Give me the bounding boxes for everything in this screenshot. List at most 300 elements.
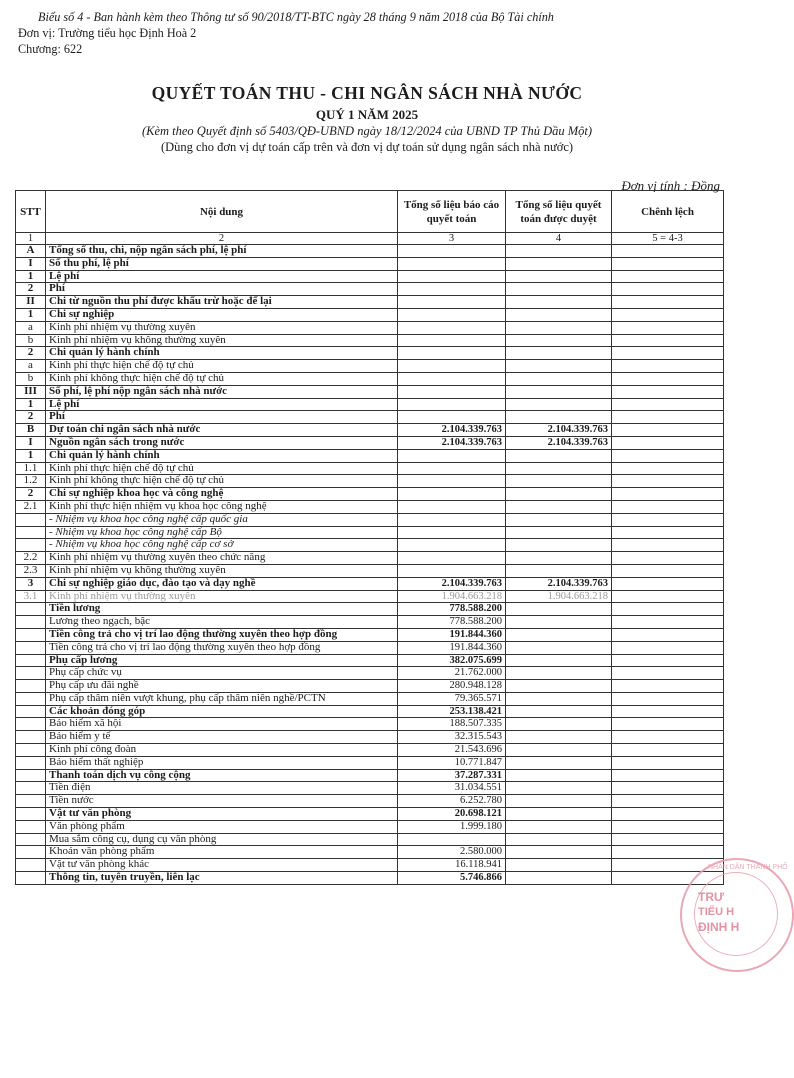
- row-approved-value: [506, 846, 612, 859]
- table-row: [16, 718, 724, 731]
- row-approved-value: [506, 513, 612, 526]
- row-stt: 2: [16, 347, 46, 360]
- table-row: [16, 513, 724, 526]
- seal-text-line-2: TIỂU H: [698, 906, 735, 918]
- row-approved-value: [506, 257, 612, 270]
- row-stt: 2.3: [16, 564, 46, 577]
- table-row: [16, 692, 724, 705]
- row-difference-value: [612, 296, 724, 309]
- row-approved-value: [506, 334, 612, 347]
- table-row: [16, 308, 724, 321]
- row-approved-value: 1.904.663.218: [506, 590, 612, 603]
- table-row: [16, 859, 724, 872]
- row-reported-value: [398, 564, 506, 577]
- row-stt: 2.1: [16, 500, 46, 513]
- row-stt: [16, 513, 46, 526]
- row-approved-value: [506, 641, 612, 654]
- row-stt: [16, 846, 46, 859]
- row-approved-value: [506, 308, 612, 321]
- table-row: [16, 756, 724, 769]
- row-reported-value: 280.948.128: [398, 680, 506, 693]
- seal-arc-text: NHÂN DÂN THÀNH PHỐ: [708, 864, 788, 871]
- row-stt: b: [16, 334, 46, 347]
- row-content: Tiền điện: [46, 782, 398, 795]
- row-reported-value: [398, 347, 506, 360]
- row-stt: [16, 859, 46, 872]
- column-number: 5 = 4-3: [612, 233, 724, 245]
- row-stt: 2: [16, 283, 46, 296]
- row-reported-value: 191.844.360: [398, 641, 506, 654]
- official-seal: [680, 858, 794, 972]
- row-difference-value: [612, 385, 724, 398]
- row-reported-value: [398, 372, 506, 385]
- row-stt: [16, 616, 46, 629]
- row-reported-value: [398, 552, 506, 565]
- row-stt: I: [16, 436, 46, 449]
- table-body: [16, 245, 724, 885]
- table-row: [16, 590, 724, 603]
- row-content: Tiền công trả cho vị trí lao động thường xuyên theo hợp đồng: [46, 641, 398, 654]
- row-difference-value: [612, 462, 724, 475]
- row-approved-value: [506, 820, 612, 833]
- row-stt: [16, 769, 46, 782]
- row-stt: b: [16, 372, 46, 385]
- row-stt: A: [16, 245, 46, 258]
- row-stt: [16, 820, 46, 833]
- table-row: [16, 372, 724, 385]
- row-reported-value: 21.762.000: [398, 667, 506, 680]
- row-approved-value: [506, 398, 612, 411]
- row-reported-value: 778.588.200: [398, 603, 506, 616]
- row-approved-value: [506, 372, 612, 385]
- table-row: [16, 782, 724, 795]
- table-row: [16, 603, 724, 616]
- row-reported-value: [398, 245, 506, 258]
- row-stt: a: [16, 321, 46, 334]
- document-period: QUÝ 1 NĂM 2025: [315, 107, 419, 122]
- row-approved-value: [506, 744, 612, 757]
- column-number-row: [16, 233, 724, 245]
- row-reported-value: [398, 411, 506, 424]
- row-content: Chi quản lý hành chính: [46, 449, 398, 462]
- row-stt: [16, 833, 46, 846]
- row-content: Kinh phí nhiệm vụ không thường xuyên: [46, 334, 398, 347]
- row-reported-value: [398, 270, 506, 283]
- row-reported-value: 37.287.331: [398, 769, 506, 782]
- column-number: 1: [16, 233, 46, 245]
- row-stt: 2.2: [16, 552, 46, 565]
- row-stt: [16, 692, 46, 705]
- decision-reference: (Kèm theo Quyết định số 5403/QĐ-UBND ngày 18/12/2024 của UBND TP Thủ Dầu Một): [141, 124, 593, 138]
- scope-note: (Dùng cho đơn vị dự toán cấp trên và đơn vị dự toán sử dụng ngân sách nhà nước): [160, 140, 574, 154]
- row-difference-value: [612, 360, 724, 373]
- row-reported-value: 31.034.551: [398, 782, 506, 795]
- row-stt: 2: [16, 488, 46, 501]
- table-row: [16, 257, 724, 270]
- row-difference-value: [612, 795, 724, 808]
- row-stt: [16, 795, 46, 808]
- row-reported-value: 6.252.780: [398, 795, 506, 808]
- table-row: [16, 795, 724, 808]
- table-row: [16, 628, 724, 641]
- row-reported-value: 20.698.121: [398, 808, 506, 821]
- row-content: Chi sự nghiệp giáo dục, đào tạo và dạy nghề: [46, 577, 398, 590]
- row-content: Số phí, lệ phí nộp ngân sách nhà nước: [46, 385, 398, 398]
- row-stt: [16, 756, 46, 769]
- row-content: Lệ phí: [46, 398, 398, 411]
- row-difference-value: [612, 270, 724, 283]
- row-difference-value: [612, 500, 724, 513]
- row-difference-value: [612, 564, 724, 577]
- row-approved-value: [506, 283, 612, 296]
- table-row: [16, 488, 724, 501]
- row-content: Thanh toán dịch vụ công cộng: [46, 769, 398, 782]
- table-row: [16, 398, 724, 411]
- column-number: 4: [506, 233, 612, 245]
- table-row: [16, 360, 724, 373]
- row-stt: [16, 808, 46, 821]
- row-approved-value: [506, 462, 612, 475]
- row-difference-value: [612, 398, 724, 411]
- row-stt: 3.1: [16, 590, 46, 603]
- row-reported-value: 79.365.571: [398, 692, 506, 705]
- row-stt: [16, 744, 46, 757]
- row-content: Bảo hiểm thất nghiệp: [46, 756, 398, 769]
- row-difference-value: [612, 283, 724, 296]
- row-reported-value: [398, 513, 506, 526]
- table-row: [16, 846, 724, 859]
- table-row: [16, 270, 724, 283]
- table-row: [16, 564, 724, 577]
- row-content: Phụ cấp lương: [46, 654, 398, 667]
- header-approved: Tổng số liệu quyết toán được duyệt: [506, 191, 612, 233]
- row-stt: 1: [16, 270, 46, 283]
- row-reported-value: [398, 833, 506, 846]
- row-difference-value: [612, 616, 724, 629]
- row-reported-value: 2.104.339.763: [398, 577, 506, 590]
- table-row: [16, 680, 724, 693]
- row-stt: [16, 526, 46, 539]
- row-difference-value: [612, 820, 724, 833]
- table-row: [16, 321, 724, 334]
- row-reported-value: 382.075.699: [398, 654, 506, 667]
- header-difference: Chênh lệch: [612, 191, 724, 233]
- row-stt: III: [16, 385, 46, 398]
- row-content: Các khoản đóng góp: [46, 705, 398, 718]
- row-approved-value: [506, 616, 612, 629]
- row-difference-value: [612, 744, 724, 757]
- row-reported-value: [398, 449, 506, 462]
- row-approved-value: [506, 360, 612, 373]
- row-reported-value: [398, 308, 506, 321]
- row-content: Tiền công trả cho vị trí lao động thường xuyên theo hợp đồng: [46, 628, 398, 641]
- column-number: 3: [398, 233, 506, 245]
- row-approved-value: 2.104.339.763: [506, 424, 612, 437]
- row-reported-value: 253.138.421: [398, 705, 506, 718]
- row-reported-value: 1.999.180: [398, 820, 506, 833]
- row-content: - Nhiệm vụ khoa học công nghệ cấp Bộ: [46, 526, 398, 539]
- header-content: Nội dung: [46, 191, 398, 233]
- row-approved-value: [506, 488, 612, 501]
- row-content: Phụ cấp ưu đãi nghề: [46, 680, 398, 693]
- seal-text-line-1: TRƯ: [698, 890, 724, 904]
- table-row: [16, 436, 724, 449]
- row-approved-value: [506, 692, 612, 705]
- row-content: Vật tư văn phòng: [46, 808, 398, 821]
- row-content: Chi sự nghiệp: [46, 308, 398, 321]
- row-content: Phụ cấp chức vụ: [46, 667, 398, 680]
- row-content: Số thu phí, lệ phí: [46, 257, 398, 270]
- row-approved-value: 2.104.339.763: [506, 436, 612, 449]
- table-row: [16, 449, 724, 462]
- row-approved-value: [506, 321, 612, 334]
- row-approved-value: [506, 654, 612, 667]
- row-reported-value: [398, 385, 506, 398]
- row-stt: 3: [16, 577, 46, 590]
- row-approved-value: [506, 500, 612, 513]
- row-reported-value: 2.580.000: [398, 846, 506, 859]
- row-approved-value: [506, 705, 612, 718]
- row-reported-value: [398, 360, 506, 373]
- row-content: Khoán văn phòng phẩm: [46, 846, 398, 859]
- row-difference-value: [612, 347, 724, 360]
- table-row: [16, 705, 724, 718]
- row-approved-value: [506, 872, 612, 885]
- row-approved-value: [506, 795, 612, 808]
- row-difference-value: [612, 680, 724, 693]
- row-stt: [16, 782, 46, 795]
- row-difference-value: [612, 308, 724, 321]
- row-reported-value: 2.104.339.763: [398, 424, 506, 437]
- row-stt: [16, 872, 46, 885]
- row-difference-value: [612, 731, 724, 744]
- row-approved-value: [506, 628, 612, 641]
- row-reported-value: [398, 321, 506, 334]
- row-difference-value: [612, 321, 724, 334]
- chapter: Chương: 622: [18, 42, 83, 56]
- row-difference-value: [612, 692, 724, 705]
- row-approved-value: [506, 539, 612, 552]
- row-approved-value: 2.104.339.763: [506, 577, 612, 590]
- table-row: [16, 296, 724, 309]
- table-row: [16, 577, 724, 590]
- row-content: Kinh phí nhiệm vụ thường xuyên theo chức năng: [46, 552, 398, 565]
- row-difference-value: [612, 603, 724, 616]
- row-stt: 1.1: [16, 462, 46, 475]
- table-row: [16, 385, 724, 398]
- currency-unit-label: Đơn vị tính : Đồng: [621, 178, 720, 193]
- row-approved-value: [506, 449, 612, 462]
- row-content: Mua sắm công cụ, dụng cụ văn phòng: [46, 833, 398, 846]
- row-stt: B: [16, 424, 46, 437]
- row-content: Kinh phí không thực hiện chế độ tự chủ: [46, 372, 398, 385]
- row-content: Kinh phí nhiệm vụ không thường xuyên: [46, 564, 398, 577]
- row-reported-value: [398, 488, 506, 501]
- row-approved-value: [506, 245, 612, 258]
- row-difference-value: [612, 641, 724, 654]
- budget-settlement-table: [15, 190, 724, 885]
- table-header-row: [16, 191, 724, 233]
- row-difference-value: [612, 411, 724, 424]
- document-title: QUYẾT TOÁN THU - CHI NGÂN SÁCH NHÀ NƯỚC: [151, 83, 583, 103]
- row-stt: 2: [16, 411, 46, 424]
- row-approved-value: [506, 411, 612, 424]
- row-difference-value: [612, 424, 724, 437]
- row-content: Chi từ nguồn thu phí được khấu trừ hoặc để lại: [46, 296, 398, 309]
- column-number: 2: [46, 233, 398, 245]
- row-difference-value: [612, 257, 724, 270]
- row-stt: 1: [16, 449, 46, 462]
- table-row: [16, 462, 724, 475]
- row-difference-value: [612, 654, 724, 667]
- row-reported-value: [398, 296, 506, 309]
- table-row: [16, 833, 724, 846]
- row-approved-value: [506, 808, 612, 821]
- table-row: [16, 500, 724, 513]
- row-content: Vật tư văn phòng khác: [46, 859, 398, 872]
- row-reported-value: 188.507.335: [398, 718, 506, 731]
- row-approved-value: [506, 833, 612, 846]
- table-row: [16, 411, 724, 424]
- table-row: [16, 731, 724, 744]
- row-stt: [16, 628, 46, 641]
- row-reported-value: [398, 462, 506, 475]
- table-row: [16, 552, 724, 565]
- row-approved-value: [506, 680, 612, 693]
- row-stt: [16, 667, 46, 680]
- table-row: [16, 667, 724, 680]
- row-approved-value: [506, 564, 612, 577]
- row-content: Phí: [46, 283, 398, 296]
- table-row: [16, 283, 724, 296]
- row-stt: [16, 654, 46, 667]
- table-row: [16, 641, 724, 654]
- table-row: [16, 526, 724, 539]
- row-stt: [16, 731, 46, 744]
- row-content: Lệ phí: [46, 270, 398, 283]
- row-difference-value: [612, 756, 724, 769]
- row-content: Chi sự nghiệp khoa học và công nghệ: [46, 488, 398, 501]
- row-approved-value: [506, 859, 612, 872]
- row-stt: a: [16, 360, 46, 373]
- row-content: Tiền nước: [46, 795, 398, 808]
- row-approved-value: [506, 552, 612, 565]
- row-reported-value: [398, 539, 506, 552]
- row-content: Kinh phí công đoàn: [46, 744, 398, 757]
- row-content: Kinh phí thực hiện chế độ tự chủ: [46, 462, 398, 475]
- row-approved-value: [506, 769, 612, 782]
- row-difference-value: [612, 667, 724, 680]
- table-row: [16, 475, 724, 488]
- row-content: Bảo hiểm y tế: [46, 731, 398, 744]
- table-row: [16, 616, 724, 629]
- row-reported-value: 1.904.663.218: [398, 590, 506, 603]
- row-content: Phí: [46, 411, 398, 424]
- row-stt: II: [16, 296, 46, 309]
- row-content: Thông tin, tuyên truyền, liên lạc: [46, 872, 398, 885]
- row-content: Bảo hiểm xã hội: [46, 718, 398, 731]
- table-row: [16, 539, 724, 552]
- row-content: Chi quản lý hành chính: [46, 347, 398, 360]
- row-difference-value: [612, 846, 724, 859]
- row-stt: I: [16, 257, 46, 270]
- row-difference-value: [612, 769, 724, 782]
- row-reported-value: 5.746.866: [398, 872, 506, 885]
- row-content: Phụ cấp thâm niên vượt khung, phụ cấp thâm niên nghề/PCTN: [46, 692, 398, 705]
- table-row: [16, 334, 724, 347]
- row-content: Kinh phí thực hiện chế độ tự chủ: [46, 360, 398, 373]
- row-content: Kinh phí thực hiện nhiệm vụ khoa học công nghệ: [46, 500, 398, 513]
- row-stt: 1.2: [16, 475, 46, 488]
- unit-name: Đơn vị: Trường tiểu học Định Hoà 2: [18, 26, 197, 40]
- row-reported-value: 32.315.543: [398, 731, 506, 744]
- row-difference-value: [612, 488, 724, 501]
- row-difference-value: [612, 833, 724, 846]
- row-reported-value: 21.543.696: [398, 744, 506, 757]
- row-reported-value: [398, 334, 506, 347]
- row-approved-value: [506, 347, 612, 360]
- row-reported-value: [398, 475, 506, 488]
- row-stt: [16, 539, 46, 552]
- row-difference-value: [612, 245, 724, 258]
- row-difference-value: [612, 628, 724, 641]
- row-difference-value: [612, 449, 724, 462]
- seal-text-line-3: ĐỊNH H: [698, 920, 740, 934]
- row-content: Kinh phí không thực hiện chế độ tự chủ: [46, 475, 398, 488]
- row-content: Tiền lương: [46, 603, 398, 616]
- row-stt: 1: [16, 398, 46, 411]
- row-difference-value: [612, 718, 724, 731]
- row-difference-value: [612, 475, 724, 488]
- row-reported-value: [398, 500, 506, 513]
- row-difference-value: [612, 372, 724, 385]
- row-approved-value: [506, 270, 612, 283]
- row-reported-value: [398, 257, 506, 270]
- row-difference-value: [612, 808, 724, 821]
- row-approved-value: [506, 603, 612, 616]
- row-content: Văn phòng phẩm: [46, 820, 398, 833]
- form-note: Biểu số 4 - Ban hành kèm theo Thông tư số 90/2018/TT-BTC ngày 28 tháng 9 năm 2018 của Bộ Tài chính: [38, 10, 554, 24]
- table-row: [16, 808, 724, 821]
- row-stt: [16, 603, 46, 616]
- row-content: Kinh phí nhiệm vụ thường xuyên: [46, 590, 398, 603]
- row-approved-value: [506, 475, 612, 488]
- row-difference-value: [612, 539, 724, 552]
- row-approved-value: [506, 526, 612, 539]
- row-difference-value: [612, 513, 724, 526]
- row-content: Nguồn ngân sách trong nước: [46, 436, 398, 449]
- table-row: [16, 424, 724, 437]
- row-content: - Nhiệm vụ khoa học công nghệ cấp cơ sở: [46, 539, 398, 552]
- row-content: Dự toán chi ngân sách nhà nước: [46, 424, 398, 437]
- row-approved-value: [506, 296, 612, 309]
- header-reported: Tổng số liệu báo cáo quyết toán: [398, 191, 506, 233]
- row-content: Tổng số thu, chi, nộp ngân sách phí, lệ phí: [46, 245, 398, 258]
- table-row: [16, 769, 724, 782]
- row-approved-value: [506, 718, 612, 731]
- table-row: [16, 654, 724, 667]
- row-difference-value: [612, 436, 724, 449]
- row-stt: 1: [16, 308, 46, 321]
- row-content: Lương theo ngạch, bậc: [46, 616, 398, 629]
- row-reported-value: [398, 398, 506, 411]
- table-row: [16, 872, 724, 885]
- row-reported-value: [398, 526, 506, 539]
- table-row: [16, 744, 724, 757]
- row-approved-value: [506, 385, 612, 398]
- row-stt: [16, 641, 46, 654]
- row-reported-value: 778.588.200: [398, 616, 506, 629]
